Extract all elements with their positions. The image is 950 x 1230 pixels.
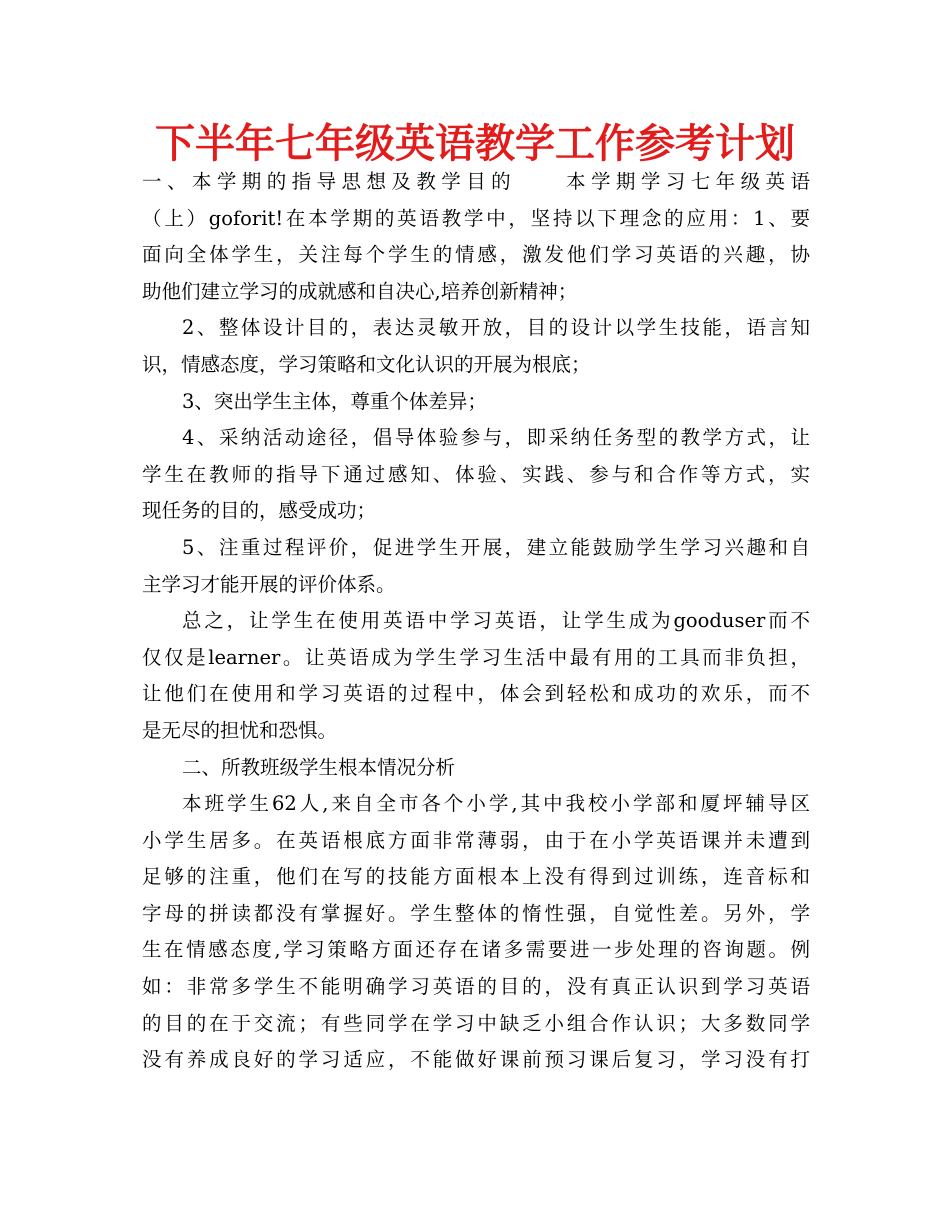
text-line: 总之，让学生在使用英语中学习英语，让学生成为gooduser而不: [182, 609, 810, 633]
text-line: 2、整体设计目的，表达灵敏开放，目的设计以学生技能，语言知: [182, 316, 810, 340]
text-line: 主学习才能开展的评价体系。: [142, 572, 396, 596]
text-line: 二、所教班级学生根本情况分析: [182, 755, 456, 779]
text-line: 足够的注重，他们在写的技能方面根本上没有得到过训练，连音标和: [142, 865, 810, 889]
text-line: 4、采纳活动途径，倡导体验参与，即采纳任务型的教学方式，让: [182, 426, 810, 450]
text-line: 如：非常多学生不能明确学习英语的目的，没有真正认识到学习英语: [142, 975, 810, 999]
text-line: 让他们在使用和学习英语的过程中，体会到轻松和成功的欢乐，而不: [142, 682, 810, 706]
text-line: 的目的在于交流；有些同学在学习中缺乏小组合作认识；大多数同学: [142, 1011, 810, 1035]
text-line: 5、注重过程评价，促进学生开展，建立能鼓励学生学习兴趣和自: [182, 535, 810, 559]
text-line: 本班学生62人,来自全市各个小学,其中我校小学部和厦坪辅导区: [182, 792, 810, 816]
text-line: 生在情感态度,学习策略方面还存在诸多需要进一步处理的咨询题。例: [142, 938, 810, 962]
text-line: 现任务的目的，感受成功；: [142, 499, 377, 523]
text-line: （上）goforit!在本学期的英语教学中，坚持以下理念的应用：1、要: [142, 206, 810, 230]
text-line: 没有养成良好的学习适应，不能做好课前预习课后复习，学习没有打: [142, 1048, 810, 1072]
text-line: 仅仅是learner。让英语成为学生学习生活中最有用的工具而非负担，: [142, 645, 810, 669]
text-line: 3、突出学生主体，尊重个体差异；: [182, 389, 487, 413]
document-title: 下半年七年级英语教学工作参考计划: [155, 121, 795, 167]
text-line: 字母的拼读都没有掌握好。学生整体的惰性强，自觉性差。另外，学: [142, 901, 810, 925]
text-line: 识，情感态度，学习策略和文化认识的开展为根底；: [142, 352, 591, 376]
text-line: 学生在教师的指导下通过感知、体验、实践、参与和合作等方式，实: [142, 462, 810, 486]
document-body: [142, 164, 810, 1079]
text-line: 助他们建立学习的成就感和自决心,培养创新精神；: [142, 279, 578, 303]
text-line: 一、本学期的指导思想及教学目的 本学期学习七年级英语: [142, 170, 810, 193]
text-line: 小学生居多。在英语根底方面非常薄弱，由于在小学英语课并未遭到: [142, 828, 810, 852]
text-line: 面向全体学生，关注每个学生的情感，激发他们学习英语的兴趣，协: [142, 243, 810, 267]
text-line: 是无尽的担忧和恐惧。: [142, 718, 338, 742]
